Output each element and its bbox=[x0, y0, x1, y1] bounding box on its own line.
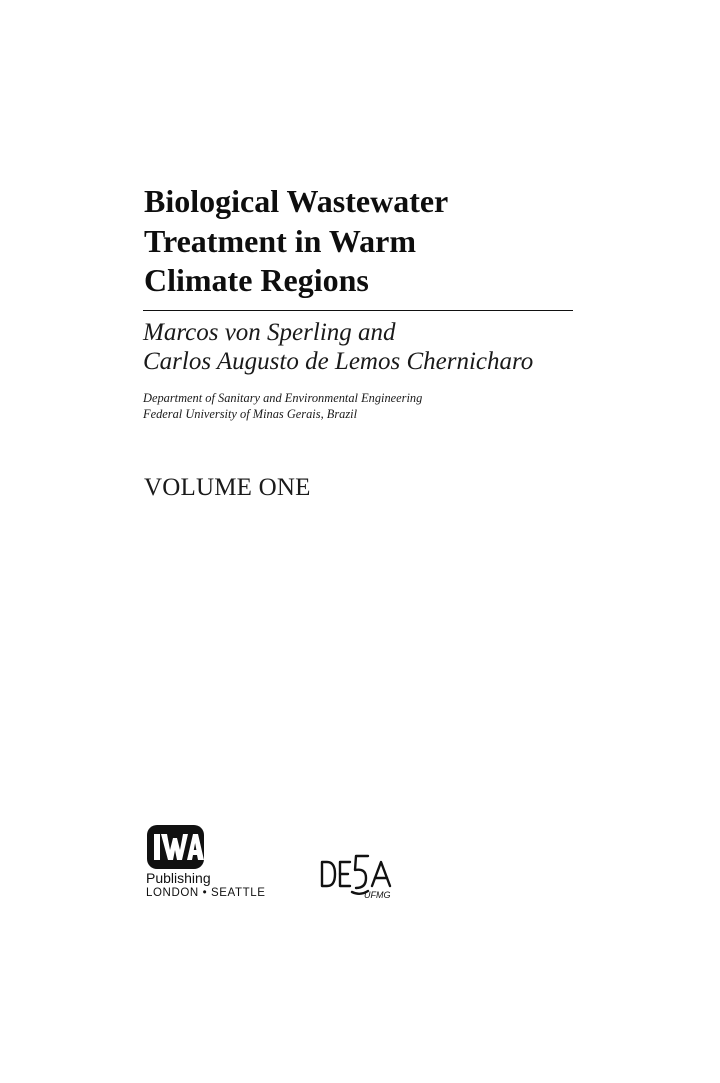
desa-ufmg-logo bbox=[318, 850, 402, 900]
desa-logo-subtext: UFMG bbox=[364, 890, 391, 900]
volume-label: VOLUME ONE bbox=[144, 474, 311, 501]
book-authors bbox=[143, 318, 623, 376]
book-title bbox=[144, 182, 574, 301]
publisher-name: Publishing bbox=[146, 870, 211, 886]
affiliation-line-2: Federal University of Minas Gerais, Brazil bbox=[143, 406, 358, 421]
author-affiliation bbox=[143, 391, 623, 422]
affiliation-line-1: Department of Sanitary and Environmental Engineering bbox=[143, 391, 423, 405]
book-title-line-1: Biological Wastewater bbox=[144, 183, 449, 219]
book-title-line-2: Treatment in Warm bbox=[144, 222, 416, 259]
publisher-cities: LONDON • SEATTLE bbox=[146, 887, 266, 897]
iwa-publishing-logo bbox=[146, 824, 206, 872]
author-line-2: Carlos Augusto de Lemos Chernicharo bbox=[143, 348, 534, 375]
author-line-1: Marcos von Sperling and bbox=[143, 319, 396, 346]
publisher-cities-wrapper bbox=[146, 886, 266, 897]
book-title-line-3: Climate Regions bbox=[144, 262, 369, 298]
title-divider bbox=[143, 310, 573, 311]
